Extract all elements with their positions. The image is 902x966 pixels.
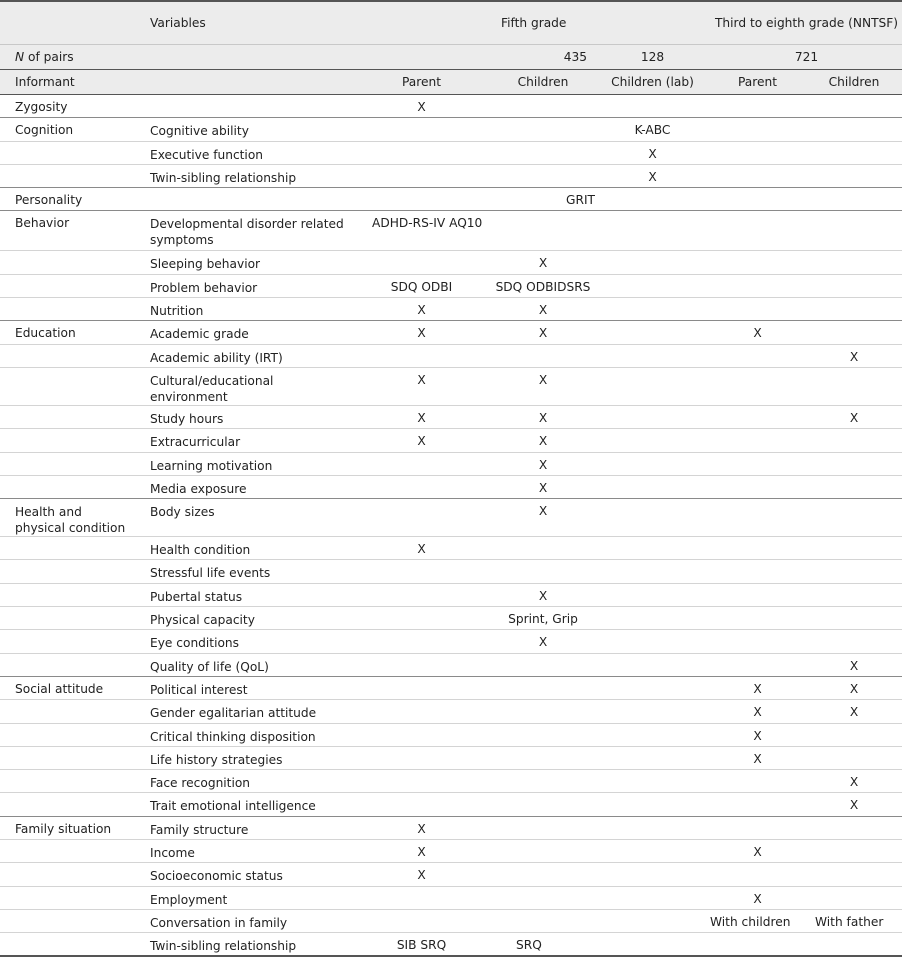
- n-pairs-label: N of pairs: [0, 45, 141, 70]
- variable-cell: Political interest: [141, 676, 352, 699]
- value-cell: [710, 367, 805, 405]
- variable-cell: Income: [141, 840, 352, 863]
- value-cell: [710, 630, 805, 653]
- value-cell: [595, 499, 710, 537]
- value-cell: [595, 188, 710, 211]
- table-row: [0, 321, 902, 344]
- table-row: [0, 537, 902, 560]
- category-cell: [0, 475, 141, 498]
- informant-children: Children: [491, 70, 595, 95]
- value-cell: X: [595, 141, 710, 164]
- value-cell: [595, 298, 710, 321]
- variable-cell: Gender egalitarian attitude: [141, 700, 352, 723]
- variable-cell: Sleeping behavior: [141, 251, 352, 274]
- table-row: [0, 298, 902, 321]
- value-cell: [352, 475, 491, 498]
- value-cell: [805, 723, 902, 746]
- value-cell: [805, 298, 902, 321]
- table-row: [0, 909, 902, 932]
- value-cell: [710, 211, 805, 251]
- value-cell: [710, 141, 805, 164]
- value-cell: [491, 746, 595, 769]
- value-cell: X: [491, 630, 595, 653]
- value-cell: [710, 537, 805, 560]
- value-cell: X: [491, 499, 595, 537]
- value-cell: X: [710, 723, 805, 746]
- value-cell: [352, 793, 491, 816]
- category-cell: [0, 164, 141, 187]
- value-cell: [710, 274, 805, 297]
- table-row: [0, 886, 902, 909]
- variable-cell: Face recognition: [141, 770, 352, 793]
- value-cell: X: [805, 344, 902, 367]
- value-cell: [595, 630, 710, 653]
- table-row: [0, 676, 902, 699]
- value-cell: X: [491, 429, 595, 452]
- table-row: [0, 118, 902, 141]
- value-cell: [805, 95, 902, 118]
- value-cell: [595, 429, 710, 452]
- value-cell: [595, 452, 710, 475]
- value-cell: [595, 676, 710, 699]
- value-cell: [595, 321, 710, 344]
- value-cell: [710, 95, 805, 118]
- value-cell: [805, 933, 902, 956]
- value-cell: [805, 251, 902, 274]
- category-cell: Health and physical condition: [0, 499, 141, 537]
- variable-cell: Trait emotional intelligence: [141, 793, 352, 816]
- value-cell: [491, 344, 595, 367]
- table-row: [0, 405, 902, 428]
- value-cell: [710, 793, 805, 816]
- value-cell: [805, 188, 902, 211]
- variable-cell: Problem behavior: [141, 274, 352, 297]
- variable-cell: Nutrition: [141, 298, 352, 321]
- value-cell: X: [710, 321, 805, 344]
- value-cell: [352, 188, 491, 211]
- value-cell: X: [491, 321, 595, 344]
- value-cell: [595, 770, 710, 793]
- value-cell: [491, 770, 595, 793]
- value-cell: [595, 583, 710, 606]
- value-cell: [352, 746, 491, 769]
- value-cell: [595, 909, 710, 932]
- variable-cell: Health condition: [141, 537, 352, 560]
- n-fifth-parent-children: 435: [352, 45, 595, 70]
- value-cell: With children: [710, 909, 805, 932]
- value-cell: [595, 274, 710, 297]
- value-cell: [352, 909, 491, 932]
- value-cell: [710, 118, 805, 141]
- value-cell: [491, 560, 595, 583]
- value-cell: [595, 816, 710, 839]
- value-cell: X: [352, 405, 491, 428]
- category-cell: [0, 653, 141, 676]
- value-cell: [805, 840, 902, 863]
- value-cell: [352, 723, 491, 746]
- category-cell: [0, 770, 141, 793]
- value-cell: [595, 863, 710, 886]
- category-cell: [0, 700, 141, 723]
- table-row: [0, 816, 902, 839]
- table-row: [0, 475, 902, 498]
- value-cell: [710, 344, 805, 367]
- value-cell: [595, 560, 710, 583]
- value-cell: [595, 344, 710, 367]
- table-row: [0, 933, 902, 956]
- n-pairs-row: [0, 45, 902, 70]
- value-cell: [491, 723, 595, 746]
- value-cell: X: [491, 475, 595, 498]
- value-cell: [352, 452, 491, 475]
- value-cell: [805, 886, 902, 909]
- category-cell: Zygosity: [0, 95, 141, 118]
- value-cell: [491, 886, 595, 909]
- table-row: [0, 188, 902, 211]
- value-cell: With father: [805, 909, 902, 932]
- value-cell: [595, 793, 710, 816]
- value-cell: [710, 607, 805, 630]
- value-cell: [805, 583, 902, 606]
- value-cell: [805, 211, 902, 251]
- value-cell: X: [805, 653, 902, 676]
- value-cell: [710, 560, 805, 583]
- value-cell: X: [352, 537, 491, 560]
- value-cell: [352, 700, 491, 723]
- variable-cell: Study hours: [141, 405, 352, 428]
- value-cell: [710, 653, 805, 676]
- variable-cell: Executive function: [141, 141, 352, 164]
- value-cell: [491, 700, 595, 723]
- variable-cell: Academic grade: [141, 321, 352, 344]
- value-cell: [491, 164, 595, 187]
- value-cell: [710, 499, 805, 537]
- value-cell: X: [805, 700, 902, 723]
- category-cell: [0, 251, 141, 274]
- value-cell: [352, 583, 491, 606]
- category-cell: [0, 840, 141, 863]
- value-cell: [595, 653, 710, 676]
- value-cell: [352, 499, 491, 537]
- value-cell: SRQ: [491, 933, 595, 956]
- value-cell: [710, 298, 805, 321]
- category-cell: Education: [0, 321, 141, 344]
- variable-cell: Family structure: [141, 816, 352, 839]
- value-cell: [805, 746, 902, 769]
- value-cell: [595, 886, 710, 909]
- value-cell: [805, 164, 902, 187]
- value-cell: [710, 405, 805, 428]
- value-cell: [805, 118, 902, 141]
- value-cell: X: [710, 700, 805, 723]
- value-cell: [491, 793, 595, 816]
- value-cell: X: [352, 95, 491, 118]
- value-cell: X: [710, 840, 805, 863]
- value-cell: [595, 933, 710, 956]
- category-cell: [0, 452, 141, 475]
- value-cell: X: [491, 405, 595, 428]
- category-cell: [0, 367, 141, 405]
- value-cell: [710, 933, 805, 956]
- category-cell: [0, 863, 141, 886]
- category-cell: [0, 607, 141, 630]
- value-cell: X: [805, 770, 902, 793]
- category-cell: [0, 429, 141, 452]
- value-cell: [710, 452, 805, 475]
- category-cell: Cognition: [0, 118, 141, 141]
- value-cell: [710, 583, 805, 606]
- value-cell: SIB SRQ: [352, 933, 491, 956]
- table-row: [0, 583, 902, 606]
- category-cell: [0, 344, 141, 367]
- value-cell: [491, 211, 595, 251]
- variable-cell: Body sizes: [141, 499, 352, 537]
- value-cell: X: [491, 298, 595, 321]
- value-cell: [595, 840, 710, 863]
- fifth-grade-header: Fifth grade: [491, 1, 710, 45]
- value-cell: [805, 499, 902, 537]
- table-row: [0, 274, 902, 297]
- value-cell: GRIT: [491, 188, 595, 211]
- value-cell: [595, 251, 710, 274]
- informant-children-nntsf: Children: [805, 70, 902, 95]
- category-cell: Personality: [0, 188, 141, 211]
- value-cell: [710, 429, 805, 452]
- variables-header: Variables: [141, 1, 352, 45]
- category-cell: [0, 886, 141, 909]
- variable-cell: Academic ability (IRT): [141, 344, 352, 367]
- table-row: [0, 499, 902, 537]
- value-cell: Sprint, Grip: [491, 607, 595, 630]
- header-row-1: [0, 1, 902, 45]
- variable-cell: Twin-sibling relationship: [141, 933, 352, 956]
- value-cell: [805, 367, 902, 405]
- value-cell: [352, 630, 491, 653]
- value-cell: [352, 118, 491, 141]
- variable-cell: Socioeconomic status: [141, 863, 352, 886]
- variable-cell: Employment: [141, 886, 352, 909]
- value-cell: [491, 816, 595, 839]
- value-cell: K-ABC: [595, 118, 710, 141]
- value-cell: [595, 475, 710, 498]
- value-cell: [805, 630, 902, 653]
- value-cell: [491, 676, 595, 699]
- variable-cell: Critical thinking disposition: [141, 723, 352, 746]
- third-to-eighth-header: Third to eighth grade (NNTSF): [710, 1, 902, 45]
- informant-label: Informant: [0, 70, 141, 95]
- value-cell: [491, 840, 595, 863]
- value-cell: [710, 863, 805, 886]
- value-cell: X: [352, 840, 491, 863]
- table-row: [0, 452, 902, 475]
- category-cell: [0, 537, 141, 560]
- variable-cell: Pubertal status: [141, 583, 352, 606]
- value-cell: ADHD-RS-IV AQ10: [352, 211, 491, 251]
- value-cell: X: [491, 367, 595, 405]
- value-cell: [491, 537, 595, 560]
- category-cell: Social attitude: [0, 676, 141, 699]
- value-cell: [710, 816, 805, 839]
- value-cell: [352, 164, 491, 187]
- value-cell: [805, 816, 902, 839]
- value-cell: [595, 537, 710, 560]
- value-cell: [595, 746, 710, 769]
- table-row: [0, 560, 902, 583]
- variable-cell: Media exposure: [141, 475, 352, 498]
- table-row: [0, 164, 902, 187]
- value-cell: [805, 560, 902, 583]
- variable-cell: Cognitive ability: [141, 118, 352, 141]
- value-cell: [805, 274, 902, 297]
- value-cell: [491, 909, 595, 932]
- variable-cell: Physical capacity: [141, 607, 352, 630]
- value-cell: X: [805, 676, 902, 699]
- value-cell: [491, 653, 595, 676]
- value-cell: [491, 863, 595, 886]
- table-row: [0, 211, 902, 251]
- value-cell: X: [710, 746, 805, 769]
- category-cell: Behavior: [0, 211, 141, 251]
- value-cell: [805, 452, 902, 475]
- value-cell: [710, 251, 805, 274]
- value-cell: [352, 770, 491, 793]
- category-cell: [0, 723, 141, 746]
- variable-cell: [141, 188, 352, 211]
- value-cell: X: [352, 816, 491, 839]
- value-cell: [595, 211, 710, 251]
- table-row: [0, 607, 902, 630]
- category-cell: [0, 405, 141, 428]
- value-cell: X: [352, 321, 491, 344]
- value-cell: [595, 723, 710, 746]
- value-cell: [595, 405, 710, 428]
- value-cell: [491, 118, 595, 141]
- table-row: [0, 700, 902, 723]
- table-row: [0, 770, 902, 793]
- value-cell: [352, 344, 491, 367]
- value-cell: X: [352, 367, 491, 405]
- value-cell: SDQ ODBI: [352, 274, 491, 297]
- value-cell: [805, 429, 902, 452]
- n-fifth-lab: 128: [595, 45, 710, 70]
- table-row: [0, 367, 902, 405]
- value-cell: [805, 141, 902, 164]
- value-cell: [710, 475, 805, 498]
- variable-cell: Developmental disorder related symptoms: [141, 211, 352, 251]
- table-row: [0, 429, 902, 452]
- table-row: [0, 141, 902, 164]
- category-cell: [0, 298, 141, 321]
- category-cell: [0, 746, 141, 769]
- value-cell: [710, 188, 805, 211]
- value-cell: [595, 367, 710, 405]
- category-cell: [0, 793, 141, 816]
- value-cell: X: [595, 164, 710, 187]
- value-cell: X: [491, 251, 595, 274]
- variable-cell: Extracurricular: [141, 429, 352, 452]
- value-cell: [352, 653, 491, 676]
- value-cell: [352, 141, 491, 164]
- value-cell: [595, 700, 710, 723]
- value-cell: [595, 607, 710, 630]
- table-row: [0, 251, 902, 274]
- variable-cell: Conversation in family: [141, 909, 352, 932]
- variable-cell: Eye conditions: [141, 630, 352, 653]
- informant-parent-nntsf: Parent: [710, 70, 805, 95]
- value-cell: [352, 560, 491, 583]
- table-row: [0, 863, 902, 886]
- category-cell: [0, 630, 141, 653]
- variable-cell: [141, 95, 352, 118]
- value-cell: X: [352, 863, 491, 886]
- value-cell: [805, 321, 902, 344]
- value-cell: X: [352, 429, 491, 452]
- value-cell: [352, 676, 491, 699]
- informant-row: [0, 70, 902, 95]
- table-row: [0, 344, 902, 367]
- category-cell: [0, 583, 141, 606]
- n-third-eighth: 721: [710, 45, 902, 70]
- value-cell: X: [710, 886, 805, 909]
- category-cell: [0, 560, 141, 583]
- value-cell: [805, 607, 902, 630]
- value-cell: X: [491, 452, 595, 475]
- table-row: [0, 793, 902, 816]
- table-row: [0, 840, 902, 863]
- value-cell: X: [491, 583, 595, 606]
- value-cell: [710, 164, 805, 187]
- value-cell: [352, 607, 491, 630]
- table-row: [0, 653, 902, 676]
- informant-children-lab: Children (lab): [595, 70, 710, 95]
- value-cell: [491, 95, 595, 118]
- table-body: [0, 95, 902, 957]
- table-row: [0, 95, 902, 118]
- value-cell: [805, 537, 902, 560]
- value-cell: [352, 886, 491, 909]
- variable-cell: Life history strategies: [141, 746, 352, 769]
- value-cell: X: [352, 298, 491, 321]
- value-cell: [491, 141, 595, 164]
- value-cell: [710, 770, 805, 793]
- category-cell: [0, 274, 141, 297]
- table-row: [0, 746, 902, 769]
- table-row: [0, 723, 902, 746]
- table-row: [0, 630, 902, 653]
- informant-parent: Parent: [352, 70, 491, 95]
- variable-cell: Stressful life events: [141, 560, 352, 583]
- value-cell: X: [805, 793, 902, 816]
- category-cell: [0, 141, 141, 164]
- variable-cell: Cultural/educational environment: [141, 367, 352, 405]
- category-cell: [0, 933, 141, 956]
- category-cell: [0, 909, 141, 932]
- value-cell: SDQ ODBIDSRS: [491, 274, 595, 297]
- variable-cell: Learning motivation: [141, 452, 352, 475]
- value-cell: [805, 863, 902, 886]
- variable-cell: Quality of life (QoL): [141, 653, 352, 676]
- value-cell: [595, 95, 710, 118]
- category-cell: Family situation: [0, 816, 141, 839]
- value-cell: X: [710, 676, 805, 699]
- value-cell: X: [805, 405, 902, 428]
- variable-cell: Twin-sibling relationship: [141, 164, 352, 187]
- value-cell: [805, 475, 902, 498]
- value-cell: [352, 251, 491, 274]
